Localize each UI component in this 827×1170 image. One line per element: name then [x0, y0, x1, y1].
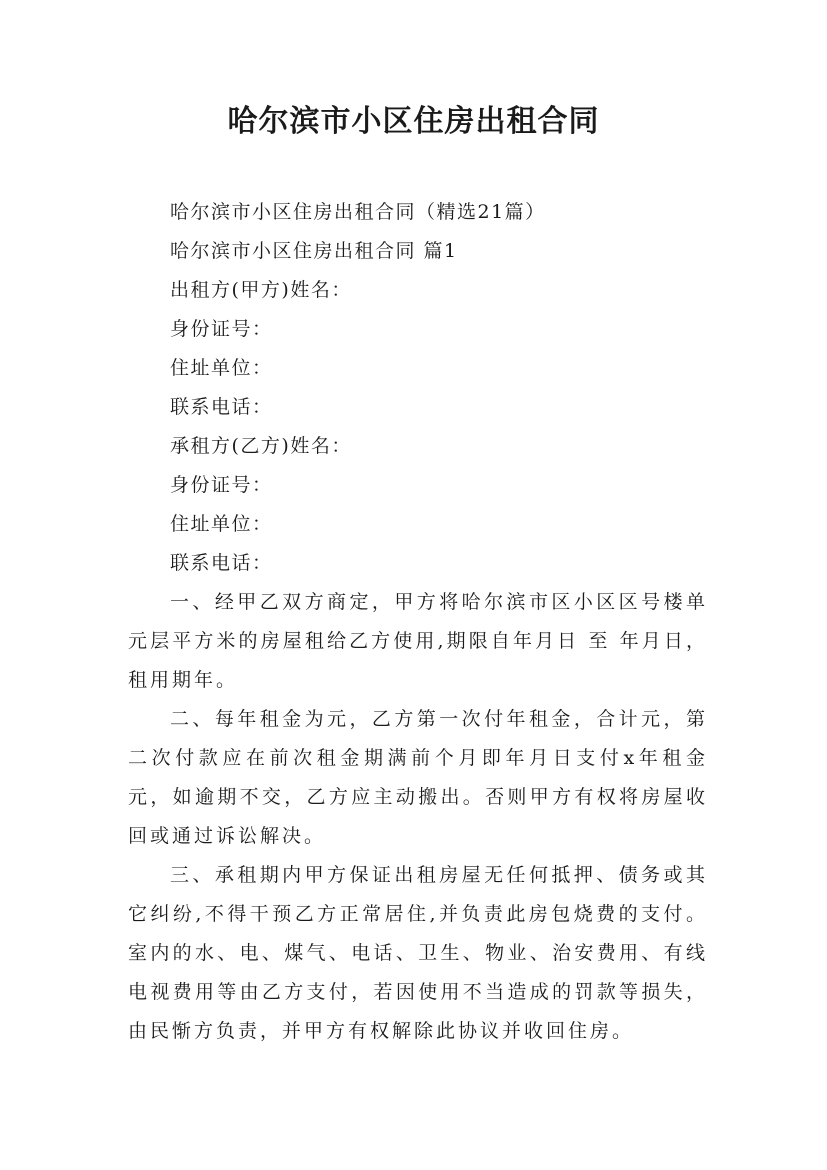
clause-paragraph-1: 一、经甲乙双方商定，甲方将哈尔滨市区小区区号楼单元层平方米的房屋租给乙方使用,期限自年月日 至 年月日，租用期年。	[128, 591, 708, 691]
lessee-id-field: 身份证号：	[170, 474, 273, 496]
document-title: 哈尔滨市小区住房出租合同	[227, 104, 600, 139]
lessee-phone-field: 联系电话：	[170, 552, 273, 574]
lessor-name-field: 出租方(甲方)姓名：	[170, 279, 352, 301]
lessor-address-field: 住址单位：	[170, 357, 273, 379]
lessor-phone-field: 联系电话：	[170, 396, 273, 418]
lessee-address-field: 住址单位：	[170, 513, 273, 535]
section-heading: 哈尔滨市小区住房出租合同 篇1	[170, 240, 458, 262]
subtitle-line: 哈尔滨市小区住房出租合同（精选21篇）	[170, 201, 546, 223]
document-body	[128, 193, 708, 1051]
clause-paragraph-3: 三、承租期内甲方保证出租房屋无任何抵押、债务或其它纠纷,不得干预乙方正常居住,并负责此房包烧费的支付。室内的水、电、煤气、电话、卫生、物业、治安费用、有线电视费用等由乙方支付，若因使用不当造成的罚款等损失，由民惭方负责，并甲方有权解除此协议并收回住房。	[128, 864, 708, 1042]
lessee-name-field: 承租方(乙方)姓名：	[170, 435, 352, 457]
clause-paragraph-2: 二、每年租金为元，乙方第一次付年租金，合计元，第二次付款应在前次租金期满前个月即年月日支付x年租金元，如逾期不交，乙方应主动搬出。否则甲方有权将房屋收回或通过诉讼解决。	[128, 708, 708, 847]
lessor-id-field: 身份证号：	[170, 318, 273, 340]
